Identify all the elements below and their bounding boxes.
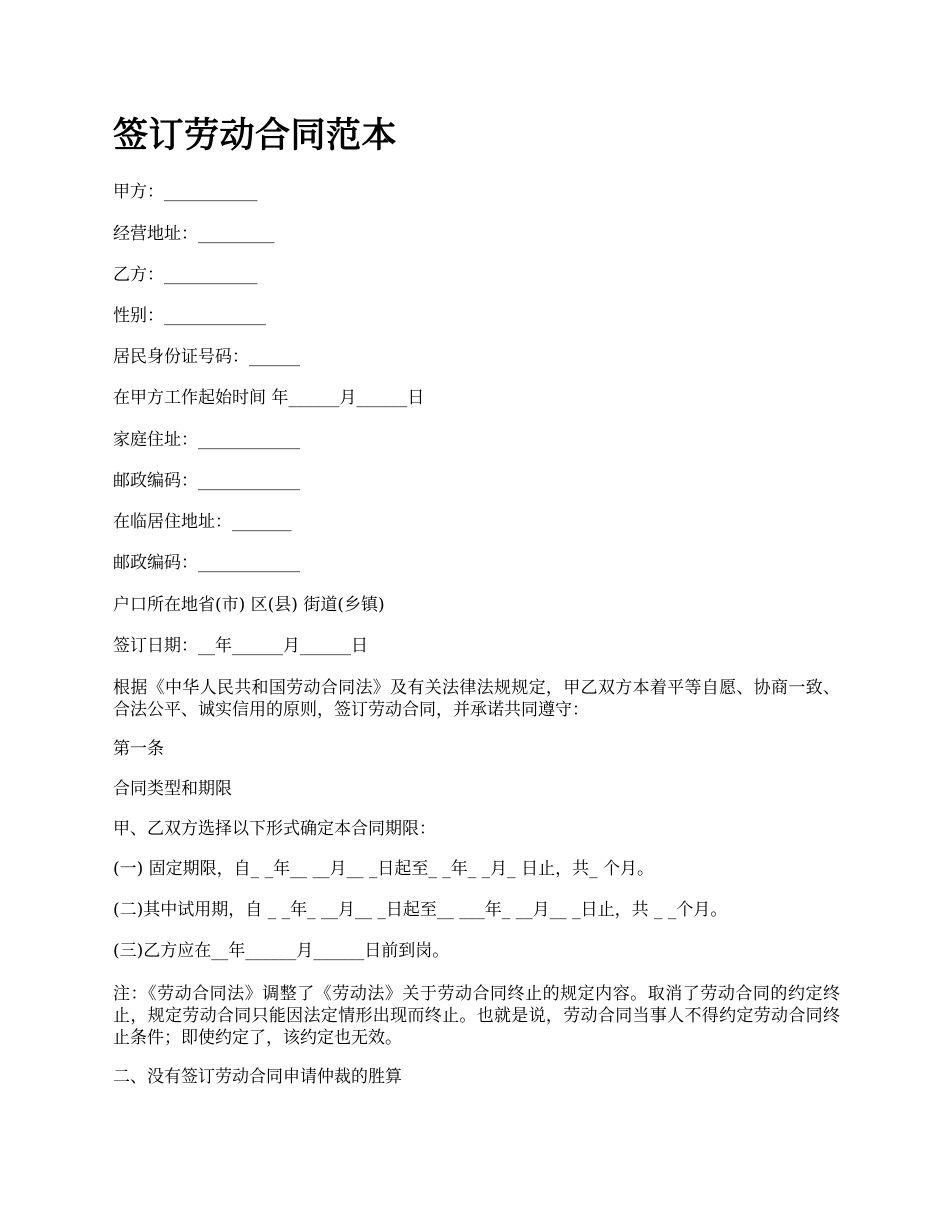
- field-home-address: 家庭住址：____________: [113, 430, 300, 450]
- field-business-address: 经营地址：_________: [113, 224, 275, 244]
- field-party-b: 乙方：___________: [113, 265, 258, 285]
- term-item-report-date: (三)乙方应在__年______月______日前到岗。: [113, 941, 450, 961]
- field-temp-address: 在临居住地址：_______: [113, 512, 292, 532]
- intro-paragraph: 根据《中华人民共和国劳动合同法》及有关法律法规规定，甲乙双方本着平等自愿、协商一致、合法公平、诚实信用的原则，签订劳动合同，并承诺共同遵守：: [113, 678, 840, 720]
- field-household-registration: 户口所在地省(市) 区(县) 街道(乡镇): [113, 595, 385, 615]
- field-party-a: 甲方：___________: [113, 182, 258, 202]
- term-item-probation: (二)其中试用期，自 _ _年_ __月__ _日起至__ ___年_ __月__ _日止，共 _ _个月。: [113, 900, 728, 920]
- term-item-fixed: (一) 固定期限，自_ _年__ __月__ _日起至_ _年_ _月_ 日止，共_ 个月。: [113, 859, 654, 879]
- field-id-number: 居民身份证号码：______: [113, 347, 300, 367]
- section-2-heading: 二、没有签订劳动合同申请仲裁的胜算: [113, 1067, 402, 1087]
- note-paragraph: 注：《劳动合同法》调整了《劳动法》关于劳动合同终止的规定内容。取消了劳动合同的约定终止，规定劳动合同只能因法定情形出现而终止。也就是说，劳动合同当事人不得约定劳动合同终止条件；即使约定了，该约定也无效。: [113, 984, 840, 1048]
- field-start-date: 在甲方工作起始时间 年______月______日: [113, 388, 425, 408]
- article-1-number: 第一条: [113, 739, 164, 759]
- article-1-heading: 合同类型和期限: [113, 779, 232, 799]
- field-postcode-home: 邮政编码：____________: [113, 471, 300, 491]
- field-gender: 性别：____________: [113, 306, 266, 326]
- field-postcode-temp: 邮政编码：____________: [113, 553, 300, 573]
- document-title: 签订劳动合同范本: [113, 115, 398, 156]
- field-signing-date: 签订日期：__年______月______日: [113, 636, 368, 656]
- article-1-lead: 甲、乙双方选择以下形式确定本合同期限：: [113, 819, 436, 839]
